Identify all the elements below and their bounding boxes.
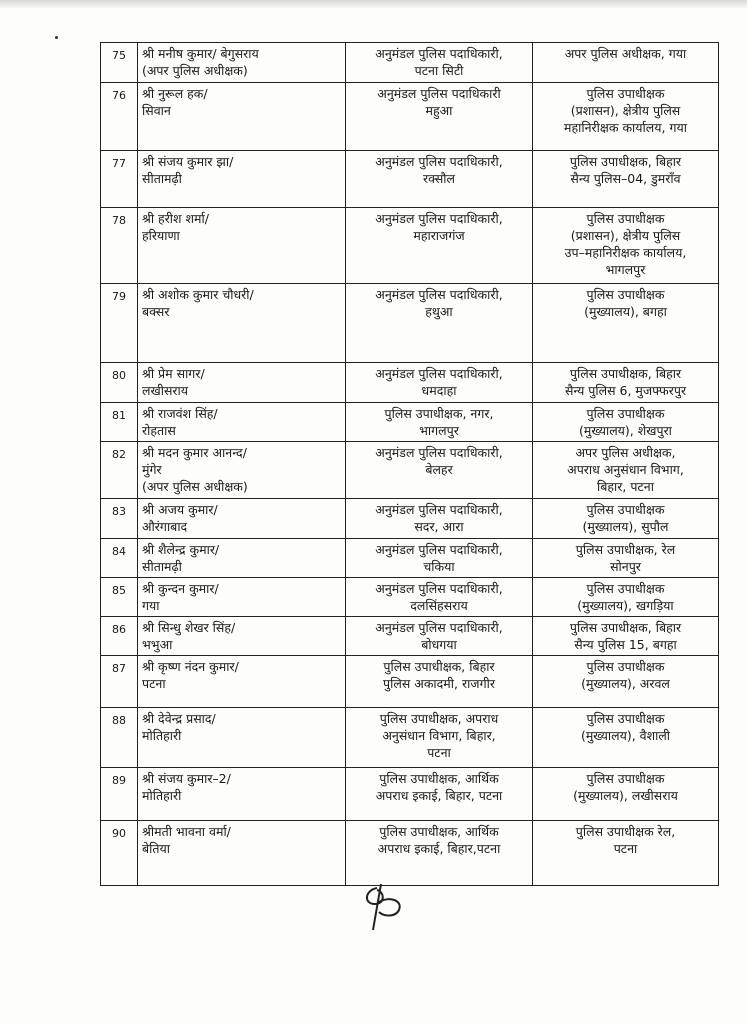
new-posting-line: पुलिस उपाधीक्षक — [586, 581, 665, 596]
new-posting — [533, 208, 719, 284]
serial-number: 88 — [101, 708, 138, 768]
transfer-table — [100, 42, 719, 886]
table-row — [101, 578, 719, 617]
officer-name-line: बेतिया — [142, 841, 170, 856]
officer-name-line: मोतिहारी — [142, 728, 182, 743]
table-row — [101, 284, 719, 363]
new-posting — [533, 442, 719, 499]
officer-name-line: श्री कृष्ण नंदन कुमार/ — [142, 659, 239, 674]
current-posting-line: बेलहर — [425, 462, 453, 477]
new-posting-line: पुलिस उपाधीक्षक, बिहार — [569, 154, 682, 169]
current-posting-line: अनुमंडल पुलिस पदाधिकारी — [377, 86, 501, 101]
current-posting — [346, 442, 533, 499]
current-posting-line: दलसिंहसराय — [410, 598, 468, 613]
officer-name — [138, 151, 346, 208]
current-posting — [346, 617, 533, 656]
current-posting-line: अपराध इकाई, बिहार,पटना — [377, 841, 501, 856]
serial-number: 84 — [101, 539, 138, 578]
current-posting-line: अनुमंडल पुलिस पदाधिकारी, — [375, 46, 503, 61]
new-posting — [533, 539, 719, 578]
current-posting-line: अनुमंडल पुलिस पदाधिकारी, — [375, 445, 503, 460]
new-posting-line: पुलिस उपाधीक्षक, बिहार — [569, 366, 682, 381]
officer-name — [138, 708, 346, 768]
new-posting-line: पुलिस उपाधीक्षक — [586, 86, 665, 101]
officer-name-line: बक्सर — [142, 304, 170, 319]
current-posting-line: पटना सिटी — [414, 63, 464, 78]
new-posting — [533, 617, 719, 656]
current-posting-line: पुलिस उपाधीक्षक, आर्थिक — [379, 771, 499, 786]
new-posting — [533, 43, 719, 83]
current-posting-line: महाराजगंज — [413, 228, 465, 243]
officer-name — [138, 208, 346, 284]
serial-number: 90 — [101, 821, 138, 886]
current-posting-line: धमदाहा — [421, 383, 457, 398]
current-posting — [346, 768, 533, 821]
table-row — [101, 768, 719, 821]
table-row — [101, 821, 719, 886]
current-posting-line: अपराध इकाई, बिहार, पटना — [375, 788, 503, 803]
officer-name — [138, 403, 346, 442]
officer-name-line: श्री संजय कुमार झा/ — [142, 154, 234, 169]
current-posting — [346, 499, 533, 539]
current-posting — [346, 363, 533, 403]
current-posting — [346, 208, 533, 284]
new-posting — [533, 499, 719, 539]
current-posting-line: अनुसंधान विभाग, बिहार, — [382, 728, 496, 743]
new-posting — [533, 151, 719, 208]
current-posting-line: पटना — [427, 745, 451, 760]
officer-name — [138, 821, 346, 886]
current-posting — [346, 83, 533, 151]
new-posting — [533, 656, 719, 708]
serial-number: 81 — [101, 403, 138, 442]
serial-number: 78 — [101, 208, 138, 284]
officer-name-line: श्री देवेन्द्र प्रसाद/ — [142, 711, 216, 726]
new-posting — [533, 821, 719, 886]
current-posting — [346, 539, 533, 578]
serial-number: 75 — [101, 43, 138, 83]
serial-number: 89 — [101, 768, 138, 821]
officer-name-line: सिवान — [142, 103, 171, 118]
current-posting-line: भागलपुर — [419, 423, 459, 438]
scan-top-edge — [0, 0, 747, 8]
new-posting — [533, 403, 719, 442]
table-row — [101, 617, 719, 656]
current-posting-line: अनुमंडल पुलिस पदाधिकारी, — [375, 366, 503, 381]
officer-name — [138, 284, 346, 363]
current-posting-line: अनुमंडल पुलिस पदाधिकारी, — [375, 581, 503, 596]
current-posting — [346, 708, 533, 768]
officer-name — [138, 442, 346, 499]
serial-number: 86 — [101, 617, 138, 656]
current-posting-line: पुलिस उपाधीक्षक, बिहार — [383, 659, 495, 674]
new-posting-line: पुलिस उपाधीक्षक — [586, 211, 665, 226]
serial-number: 77 — [101, 151, 138, 208]
officer-name — [138, 539, 346, 578]
new-posting-line: सैन्य पुलिस 6, मुजफ्फरपुर — [564, 383, 687, 398]
officer-name-line: रोहतास — [142, 423, 176, 438]
table-row — [101, 539, 719, 578]
new-posting-line: (मुख्यालय), खगड़िया — [577, 598, 674, 613]
new-posting-line: (मुख्यालय), शेखपुरा — [579, 423, 672, 438]
officer-name-line: भभुआ — [142, 637, 173, 652]
serial-number: 80 — [101, 363, 138, 403]
officer-name-line: श्री मदन कुमार आनन्द/ — [142, 445, 247, 460]
new-posting-line: (मुख्यालय), अरवल — [581, 676, 670, 691]
serial-number: 85 — [101, 578, 138, 617]
new-posting-line: अपराध अनुसंधान विभाग, — [567, 462, 684, 477]
serial-number: 83 — [101, 499, 138, 539]
new-posting-line: (मुख्यालय), सुपौल — [582, 519, 669, 534]
new-posting-line: (प्रशासन), क्षेत्रीय पुलिस — [570, 103, 681, 118]
current-posting-line: पुलिस अकादमी, राजगीर — [383, 676, 495, 691]
officer-name-line: श्री कुन्दन कुमार/ — [142, 581, 219, 596]
new-posting-line: बिहार, पटना — [597, 479, 654, 494]
officer-name-line: श्री अजय कुमार/ — [142, 502, 218, 517]
officer-name-line: श्री शैलेन्द्र कुमार/ — [142, 542, 220, 557]
officer-name — [138, 768, 346, 821]
new-posting-line: पुलिस उपाधीक्षक — [586, 659, 665, 674]
new-posting-line: पुलिस उपाधीक्षक — [586, 771, 665, 786]
officer-name-line: सीतामढ़ी — [142, 171, 182, 186]
current-posting-line: पुलिस उपाधीक्षक, आर्थिक — [379, 824, 499, 839]
current-posting-line: अनुमंडल पुलिस पदाधिकारी, — [375, 620, 503, 635]
officer-name-line: श्री संजय कुमार–2/ — [142, 771, 231, 786]
officer-name — [138, 499, 346, 539]
officer-name-line: श्री अशोक कुमार चौधरी/ — [142, 287, 254, 302]
officer-name — [138, 656, 346, 708]
new-posting — [533, 768, 719, 821]
officer-name — [138, 363, 346, 403]
officer-name-line: श्री नुरूल हक/ — [142, 86, 208, 101]
table-row — [101, 656, 719, 708]
new-posting-line: पुलिस उपाधीक्षक — [586, 406, 665, 421]
new-posting-line: भागलपुर — [605, 262, 646, 277]
new-posting-line: (मुख्यालय), बगहा — [584, 304, 667, 319]
current-posting-line: अनुमंडल पुलिस पदाधिकारी, — [375, 542, 503, 557]
current-posting-line: अनुमंडल पुलिस पदाधिकारी, — [375, 502, 503, 517]
officer-name-line: सीतामढ़ी — [142, 559, 182, 574]
new-posting-line: पुलिस उपाधीक्षक, बिहार — [569, 620, 682, 635]
officer-name — [138, 617, 346, 656]
new-posting-line: सोनपुर — [610, 559, 641, 574]
officer-name — [138, 83, 346, 151]
officer-name-line: श्री प्रेम सागर/ — [142, 366, 205, 381]
current-posting-line: महुआ — [425, 103, 453, 118]
officer-name-line: श्री मनीष कुमार/ बेगुसराय — [142, 46, 259, 61]
officer-name — [138, 43, 346, 83]
serial-number: 79 — [101, 284, 138, 363]
new-posting-line: पुलिस उपाधीक्षक रेल, — [575, 824, 676, 839]
officer-name-line: लखीसराय — [142, 383, 188, 398]
current-posting-line: पुलिस उपाधीक्षक, अपराध — [379, 711, 499, 726]
current-posting — [346, 151, 533, 208]
scan-speck — [55, 36, 58, 39]
new-posting-line: पटना — [613, 841, 638, 856]
officer-name-line: श्री राजवंश सिंह/ — [142, 406, 218, 421]
table-row — [101, 151, 719, 208]
current-posting-line: सदर, आरा — [414, 519, 464, 534]
officer-name-line: औरंगाबाद — [142, 519, 188, 534]
current-posting-line: बोधगया — [421, 637, 457, 652]
new-posting — [533, 708, 719, 768]
new-posting-line: महानिरीक्षक कार्यालय, गया — [564, 120, 687, 135]
table-row — [101, 499, 719, 539]
table-row — [101, 43, 719, 83]
officer-name-line: मुंगेर — [142, 462, 162, 477]
officer-name-line: पटना — [142, 676, 166, 691]
officer-name-line: श्रीमती भावना वर्मा/ — [142, 824, 231, 839]
officer-name-line: श्री सिन्धु शेखर सिंह/ — [142, 620, 236, 635]
serial-number: 87 — [101, 656, 138, 708]
current-posting — [346, 821, 533, 886]
new-posting-line: (मुख्यालय), लखीसराय — [573, 788, 678, 803]
signature — [355, 882, 415, 932]
new-posting-line: पुलिस उपाधीक्षक — [586, 287, 665, 302]
table-row — [101, 363, 719, 403]
table-row — [101, 708, 719, 768]
officer-name-line: गया — [142, 598, 160, 613]
new-posting-line: पुलिस उपाधीक्षक, रेल — [575, 542, 676, 557]
new-posting-line: सैन्य पुलिस 15, बगहा — [574, 637, 677, 652]
current-posting — [346, 578, 533, 617]
new-posting-line: अपर पुलिस अधीक्षक, गया — [564, 46, 687, 61]
new-posting — [533, 363, 719, 403]
table-row — [101, 403, 719, 442]
table-row — [101, 83, 719, 151]
current-posting — [346, 284, 533, 363]
current-posting — [346, 43, 533, 83]
new-posting-line: अपर पुलिस अधीक्षक, — [575, 445, 676, 460]
new-posting — [533, 284, 719, 363]
current-posting — [346, 656, 533, 708]
new-posting — [533, 578, 719, 617]
current-posting-line: रक्सौल — [422, 171, 455, 186]
current-posting-line: अनुमंडल पुलिस पदाधिकारी, — [375, 211, 503, 226]
new-posting-line: सैन्य पुलिस–04, डुमराँव — [570, 171, 681, 186]
current-posting-line: अनुमंडल पुलिस पदाधिकारी, — [375, 287, 503, 302]
officer-name-line: (अपर पुलिस अधीक्षक) — [142, 479, 248, 494]
officer-name-line: मोतिहारी — [142, 788, 182, 803]
new-posting-line: (प्रशासन), क्षेत्रीय पुलिस — [570, 228, 681, 243]
new-posting-line: (मुख्यालय), वैशाली — [580, 728, 671, 743]
new-posting — [533, 83, 719, 151]
table-row — [101, 208, 719, 284]
new-posting-line: पुलिस उपाधीक्षक — [586, 502, 665, 517]
current-posting-line: चकिया — [423, 559, 455, 574]
officer-name — [138, 578, 346, 617]
new-posting-line: उप–महानिरीक्षक कार्यालय, — [564, 245, 687, 260]
current-posting-line: अनुमंडल पुलिस पदाधिकारी, — [375, 154, 503, 169]
new-posting-line: पुलिस उपाधीक्षक — [586, 711, 665, 726]
current-posting — [346, 403, 533, 442]
officer-name-line: श्री हरीश शर्मा/ — [142, 211, 209, 226]
current-posting-line: पुलिस उपाधीक्षक, नगर, — [384, 406, 494, 421]
officer-name-line: हरियाणा — [142, 228, 180, 243]
table-row — [101, 442, 719, 499]
serial-number: 82 — [101, 442, 138, 499]
officer-name-line: (अपर पुलिस अधीक्षक) — [142, 63, 248, 78]
current-posting-line: हथुआ — [425, 304, 453, 319]
serial-number: 76 — [101, 83, 138, 151]
